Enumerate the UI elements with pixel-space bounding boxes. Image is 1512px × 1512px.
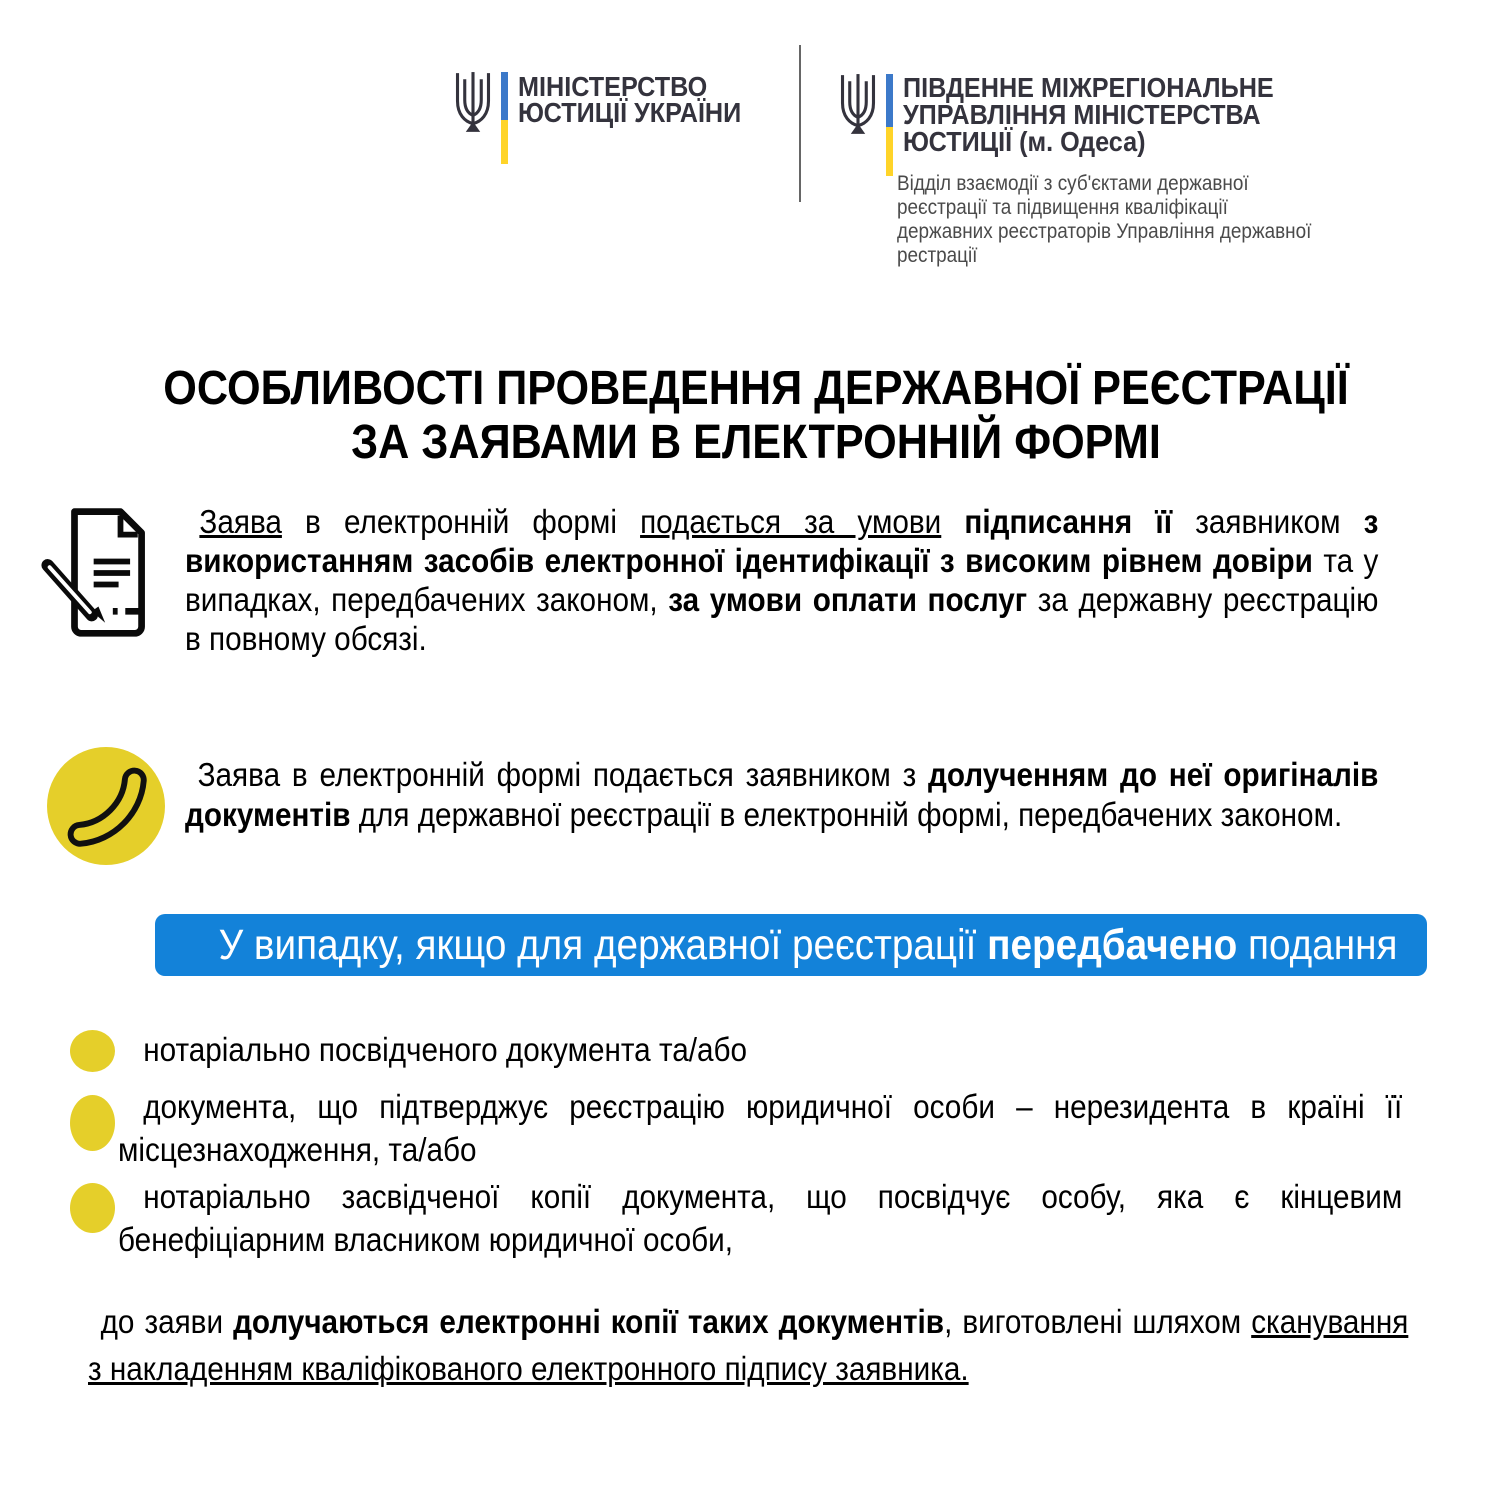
- trident-icon: [450, 70, 496, 134]
- info-banner: [155, 914, 1427, 976]
- page-title-line1: ОСОБЛИВОСТІ ПРОВЕДЕННЯ ДЕРЖАВНОЇ РЕЄСТРАЦІЇ: [163, 362, 1349, 415]
- page-title-line2: ЗА ЗАЯВАМИ В ЕЛЕКТРОННІЙ ФОРМІ: [351, 416, 1161, 469]
- office-name-line1: ПІВДЕННЕ МІЖРЕГІОНАЛЬНЕ: [903, 72, 1274, 103]
- page-title: [76, 362, 1437, 470]
- office-name-line2: УПРАВЛІННЯ МІНІСТЕРСТВА: [903, 99, 1261, 130]
- document-pen-icon: [40, 503, 155, 641]
- bullet-dot: [70, 1095, 115, 1151]
- bullet-item-nonresident-registration: документа, що підтверджує реєстрацію юридичної особи – нерезидента в країні її місцезнаходження, та/або: [118, 1088, 1403, 1168]
- phone-icon: [47, 747, 165, 865]
- bullet-dot: [70, 1030, 115, 1072]
- phone-icon-badge: [47, 747, 165, 865]
- ministry-name: [518, 71, 742, 128]
- closing-paragraph: до заяви долучаються електронні копії таких документів, виготовлені шляхом сканування з накладенням кваліфікованого електронного підпису заявника.: [88, 1303, 1409, 1387]
- regional-office-name: [903, 74, 1274, 155]
- bullet-item-beneficial-owner: нотаріально засвідченої копії документа, що посвідчує особу, яка є кінцевим бенефіціарним власником юридичної особи,: [118, 1178, 1403, 1258]
- header-divider: [799, 45, 801, 202]
- ministry-name-line1: МІНІСТЕРСТВО: [518, 71, 708, 102]
- paragraph-attached-originals: Заява в електронній формі подається заявником з долученням до неї оригіналів документів для державної реєстрації в електронній формі, передбачених законом.: [185, 756, 1379, 833]
- office-name-line3: ЮСТИЦІЇ (м. Одеса): [903, 126, 1146, 157]
- flag-bar: [501, 72, 508, 164]
- info-banner-text: У випадку, якщо для державної реєстрації передбачено подання: [218, 921, 1398, 969]
- flag-bar: [886, 74, 893, 176]
- trident-icon: [835, 72, 881, 136]
- bullet-item-notarized-document: нотаріально посвідченого документа та/або: [143, 1031, 748, 1068]
- department-text: Відділ взаємодії з суб'єктами державної реєстрації та підвищення кваліфікації державних реєстраторів Управління державної рестрації: [897, 172, 1312, 267]
- paragraph-signing-requirements: Заява в електронній формі подається за умови підписання її заявником з використанням засобів електронної ідентифікації з високим рівнем довіри та у випадках, передбачених законом, за умови оплати послуг за державну реєстрацію в повному обсязі.: [185, 503, 1379, 657]
- bullet-dot: [70, 1183, 115, 1233]
- ministry-name-line2: ЮСТИЦІЇ УКРАЇНИ: [518, 97, 742, 128]
